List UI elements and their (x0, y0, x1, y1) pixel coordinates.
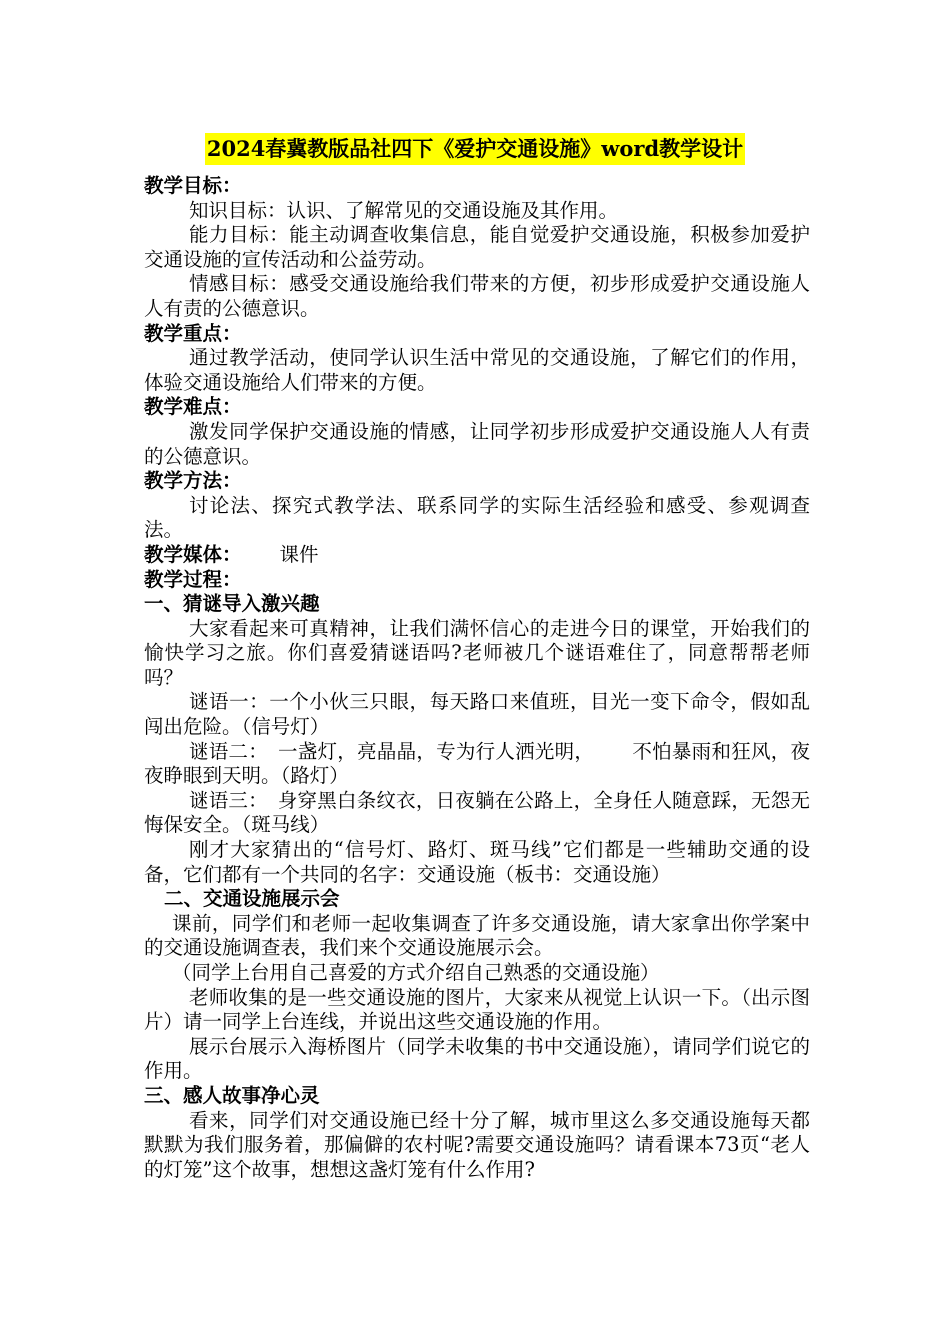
methods-text: 讨论法、探究式教学法、联系同学的实际生活经验和感受、参观调查法。 (144, 493, 810, 542)
part1-summary: 刚才大家猜出的“信号灯、路灯、斑马线”它们都是一些辅助交通的设备，它们都有一个共同的名字：交通设施（板书：交通设施） (144, 838, 810, 886)
methods-heading: 教学方法： (144, 469, 242, 493)
part2-heading: 二、交通设施展示会 (164, 887, 340, 911)
document-title: 2024春冀教版品社四下《爱护交通设施》word教学设计 (205, 133, 745, 165)
goal-ability: 能力目标：能主动调查收集信息，能自觉爱护交通设施，积极参加爱护交通设施的宣传活动和公益劳动。 (144, 223, 810, 271)
key-points-text: 通过教学活动，使同学认识生活中常见的交通设施，了解它们的作用，体验交通设施给人们带来的方便。 (144, 346, 810, 394)
process-heading: 教学过程： (144, 567, 242, 591)
difficulties-heading: 教学难点： (144, 395, 242, 419)
media-line (144, 543, 810, 568)
riddle-2-part-b: 不怕暴雨和狂风，夜夜睁眼到天明。（路灯） (144, 739, 810, 788)
goals-heading: 教学目标： (144, 174, 242, 197)
part2-p4: 展示台展示入海桥图片（同学未收集的书中交通设施），请同学们说它的作用。 (144, 1034, 810, 1083)
difficulties-text: 激发同学保护交通设施的情感，让同学初步形成爱护交通设施人人有责的公德意识。 (144, 419, 810, 468)
key-points-heading: 教学重点： (144, 321, 242, 345)
riddle-2 (144, 740, 810, 789)
part2-p2: （同学上台用自己喜爱的方式介绍自己熟悉的交通设施） (172, 961, 660, 984)
title-container (0, 133, 950, 165)
riddle-3: 谜语三： 身穿黑白条纹衣，日夜躺在公路上，全身任人随意踩，无怨无悔保安全。（斑马线） (144, 788, 810, 837)
media-heading: 教学媒体： (144, 542, 242, 566)
part3-p1: 看来，同学们对交通设施已经十分了解，城市里这么多交通设施每天都默默为我们服务着，那偏僻的农村呢?需要交通设施吗？请看课本73页“老人的灯笼”这个故事，想想这盏灯笼有什么作用? (144, 1108, 810, 1181)
part1-heading: 一、猜谜导入激兴趣 (144, 592, 320, 616)
document-body (144, 174, 810, 1182)
part2-p1: 课前，同学们和老师一起收集调查了许多交通设施，请大家拿出你学案中的交通设施调查表，我们来个交通设施展示会。 (144, 911, 810, 960)
media-text: 课件 (279, 542, 319, 566)
part2-p3: 老师收集的是一些交通设施的图片，大家来从视觉上认识一下。（出示图片）请一同学上台连线，并说出这些交通设施的作用。 (144, 985, 810, 1034)
goal-knowledge: 知识目标：认识、了解常见的交通设施及其作用。 (189, 198, 619, 222)
riddle-1: 谜语一：一个小伙三只眼，每天路口来值班，目光一变下命令，假如乱闯出危险。（信号灯） (144, 690, 810, 739)
part1-intro: 大家看起来可真精神，让我们满怀信心的走进今日的课堂，开始我们的愉快学习之旅。你们喜爱猜谜语吗?老师被几个谜语难住了，同意帮帮老师吗？ (144, 616, 810, 689)
riddle-2-part-a: 谜语二： 一盏灯，亮晶晶，专为行人洒光明， (189, 739, 595, 763)
part3-heading: 三、感人故事净心灵 (144, 1083, 320, 1107)
goal-emotion: 情感目标：感受交通设施给我们带来的方便，初步形成爱护交通设施人人有责的公德意识。 (144, 272, 810, 320)
